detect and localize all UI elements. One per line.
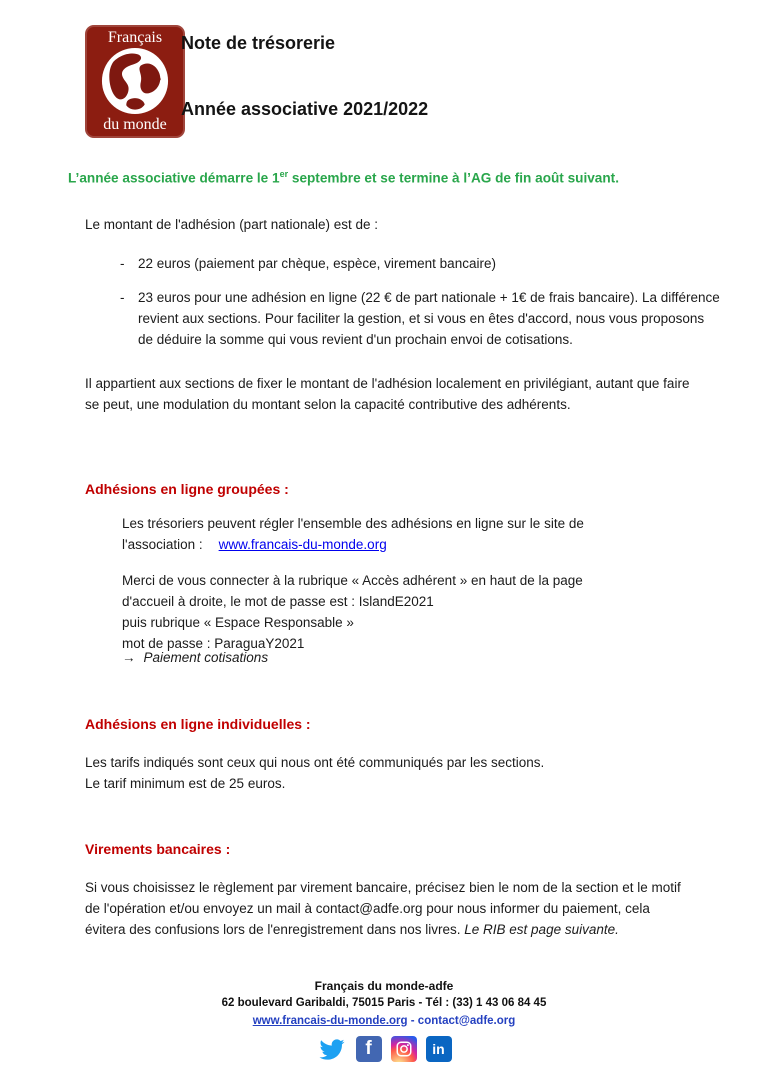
footer-link-separator: -: [410, 1015, 415, 1027]
bullet-item-22-euros: [120, 253, 720, 274]
heading-virements-bancaires: Virements bancaires :: [85, 841, 231, 857]
individual-section-paragraph: [85, 752, 705, 794]
bullet-item-23-euros: [120, 287, 720, 350]
indiv-line1: Les tarifs indiqués sont ceux qui nous ont été communiqués par les sections.: [85, 755, 545, 770]
twitter-icon[interactable]: [317, 1037, 347, 1062]
group-p1-line1: Les trésoriers peuvent régler l'ensemble des adhésions en ligne sur le site de: [122, 516, 584, 531]
logo-top-text: Français: [107, 29, 163, 46]
notice-text-before: L’année associative démarre le 1: [68, 170, 280, 186]
group-p2-line1: Merci de vous connecter à la rubrique « Accès adhérent » en haut de la page: [122, 573, 583, 588]
heading-adhesions-individuelles: Adhésions en ligne individuelles :: [85, 716, 311, 732]
instagram-icon[interactable]: [391, 1036, 417, 1062]
group-section-paragraph-2: [122, 570, 682, 654]
footer-website-link[interactable]: www.francais-du-monde.org: [252, 1015, 408, 1027]
paiement-cotisations-item: [122, 647, 268, 668]
logo-bottom-text: du monde: [103, 116, 167, 133]
notice-text-after: septembre et se termine à l’AG de fin août suivant.: [288, 170, 619, 186]
bullet-text: 23 euros pour une adhésion en ligne (22 € de part nationale + 1€ de frais bancaire). La différence revient aux sections. Pour faciliter la gestion, et si vous en êtes d'accord, nous vous proposons de déduire la somme qui vous revient d'un prochain envoi de cotisations.: [138, 290, 720, 347]
globe-adfe-label: adfe: [145, 73, 164, 91]
heading-adhesions-groupees: Adhésions en ligne groupées :: [85, 481, 289, 497]
document-title: Note de trésorerie: [181, 33, 336, 53]
group-p1-line2-prefix: l'association :: [122, 537, 203, 552]
group-section-paragraph-1: [122, 513, 682, 555]
right-arrow-icon: →: [122, 650, 136, 665]
transfer-section-paragraph: [85, 877, 691, 940]
transfer-text-italic: Le RIB est page suivante.: [464, 922, 619, 937]
social-icons-row: [0, 1036, 768, 1062]
website-link[interactable]: www.francais-du-monde.org: [218, 537, 387, 552]
membership-amount-lead: Le montant de l'adhésion (part nationale) est de :: [85, 217, 379, 232]
footer-org-name: Français du monde-adfe: [314, 979, 454, 993]
linkedin-icon[interactable]: in: [426, 1036, 452, 1062]
associative-year-notice: [68, 164, 716, 189]
indiv-line2: Le tarif minimum est de 25 euros.: [85, 776, 286, 791]
group-p2-line4: mot de passe : ParaguaY2021: [122, 636, 305, 651]
document-subtitle: Année associative 2021/2022: [181, 99, 429, 119]
transfer-text-normal: Si vous choisissez le règlement par virement bancaire, précisez bien le nom de la section et le motif de l'opération et/ou envoyez un mail à contact@adfe.org pour nous informer du paiement, cela évitera des confusions lors de l'enregistrement dans nos livres.: [85, 880, 681, 937]
footer-email-link[interactable]: contact@adfe.org: [417, 1015, 516, 1027]
footer-address: 62 boulevard Garibaldi, 75015 Paris - Tél : (33) 1 43 06 84 45: [221, 997, 547, 1009]
globe-icon: [100, 46, 170, 116]
notice-superscript: er: [279, 169, 289, 179]
group-p2-line3: puis rubrique « Espace Responsable »: [122, 615, 354, 630]
bullet-text: 22 euros (paiement par chèque, espèce, virement bancaire): [138, 256, 496, 271]
bullet-dash: -: [120, 290, 125, 305]
paiement-cotisations-label: Paiement cotisations: [143, 650, 269, 665]
facebook-icon[interactable]: f: [356, 1036, 382, 1062]
document-footer: [0, 978, 768, 1062]
sections-modulation-paragraph: Il appartient aux sections de fixer le montant de l'adhésion localement en privilégiant, autant que faire se peut, une modulation du montant selon la capacité contributive des adhérents.: [85, 376, 690, 412]
footer-links: [0, 1012, 768, 1031]
francais-du-monde-logo: [85, 25, 185, 138]
group-p2-line2: d'accueil à droite, le mot de passe est : IslandE2021: [122, 594, 434, 609]
bullet-dash: -: [120, 256, 125, 271]
